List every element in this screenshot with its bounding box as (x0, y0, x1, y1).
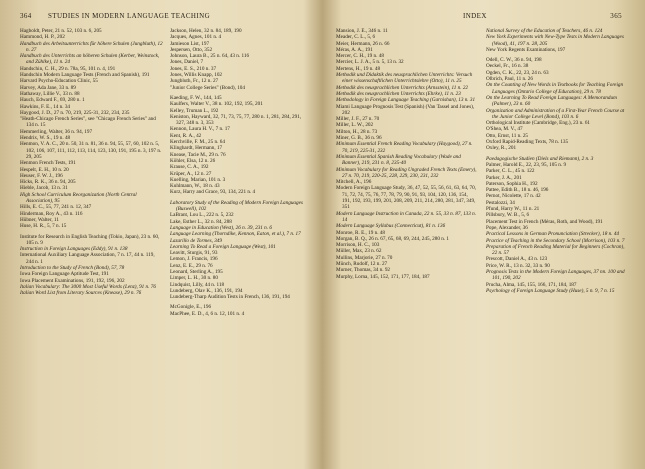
index-entry: New York Regents Examinations, 197 (486, 46, 566, 53)
index-entry: Practical Lessons in German Pronunciation (Strecker), 18 n. 44 (486, 231, 620, 238)
index-entry: Hathaway, Lillie V., 33 n. 88 (20, 90, 80, 97)
index-entry: Orthological Institute (Cambridge, Eng.), 23 n. 61 (486, 120, 591, 127)
index-entry: Placement Test in French (Méras, Roth, and Wood), 191 (486, 218, 603, 225)
index-entry: Prucha, Alma, 145, 155, 166, 171, 184, 187 (486, 281, 577, 288)
index-entry: Psychology of Foreign Language Study (Huse), 5 n. 9, 7 n. 15 (486, 287, 615, 294)
index-entry: Hagboldt, Peter, 21 n. 52, 103 n. 6, 205 (20, 28, 102, 34)
index-entry: Hawkins, F. E., 14 n. 34 (20, 103, 71, 110)
index-entry: Price, W. R., 13 n. 32, 33 n. 90 (486, 262, 550, 269)
index-entry: Hübner, Walter, 11 (20, 216, 59, 223)
index-entry: Harvey, Ada Jane, 33 n. 89 (20, 84, 76, 91)
index-entry: Leavitt, Sturgis, 91, 93 (170, 250, 218, 257)
index-entry: Monroe, R. E., 19 n. 48 (336, 229, 385, 236)
index-entry: Mercier, L. J. A., 5 n. 5, 13 n. 32 (336, 59, 404, 66)
index-entry: Heuser, F. W. J., 196 (20, 172, 63, 179)
index-entry: Minimum Essential French Reading Vocabulary (Haygood), 27 n. 70, 219, 225-31, 232 (336, 141, 473, 154)
index-entry: Hammond, H. P., 202 (20, 34, 65, 41)
left-page-number: 364 (20, 12, 32, 20)
index-entry: On the Learning To Read Foreign Languages: A Memorandum (Palmer), 23 n. 60 (486, 94, 617, 108)
index-entry: Organization and Administration of a First-Year French Course at the Junior College Level (Bond), 103 n. 6 (486, 107, 625, 120)
index-entry: Minimum Vocabulary for Reading Ungraded French Texts (Emery), 27 n. 70, 219, 220-25, 228, 229, 230, 231, 232 (336, 166, 477, 179)
index-entry: Méras, A. A., 191 (336, 46, 373, 53)
index-entry: Lenz, E. E., 29 n. 76 (170, 262, 213, 269)
index-entry: Johnson, Laura B., 25 n. 64, 43 n. 116 (170, 53, 250, 60)
left-running-title: STUDIES IN MODERN LANGUAGE TEACHING (48, 12, 211, 20)
index-entry: Haygood, J. D., 27 n. 70, 219, 225-31, 232, 234, 235 (20, 109, 130, 116)
index-entry: Modern Language Instruction in Canada, 22 n. 55, 33 n. 87, 133 n. 14 (336, 210, 477, 223)
left-column-1 (20, 28, 163, 296)
index-entry: Oxley, R., 201 (486, 145, 517, 152)
index-entry: Hicks, R. K., 36 n. 94, 205 (20, 179, 76, 186)
index-entry: Italian Word List from Literary Sources (Knease), 29 n. 76 (20, 290, 142, 297)
index-entry: Pope, Alexander, 36 (486, 224, 528, 231)
index-entry: International Auxiliary Language Association, 7 n. 17, 44 n. 119, 244 n. 1 (20, 252, 155, 265)
index-entry: Kelley, Truman L., 192 (170, 107, 219, 114)
index-entry: Handbuch des Unterrichts an höheren Schulen (Kerber, Weinstock, and Zühlke), 11 n. 24 (20, 53, 160, 66)
index-entry: Miller, L. W., 202 (336, 122, 374, 129)
index-entry: Handschin, C. H., 29 n. 78a, 95, 101 n. 4, 191 (20, 65, 116, 72)
index-entry: McGonigle, E., 196 (170, 304, 212, 311)
index-entry: MacPhee, E. D., 4, 6 n. 12, 101 n. 4 (170, 310, 245, 317)
index-entry: Pestalozzi, 34 (486, 199, 515, 206)
index-entry: Hinderman, Roy A., 43 n. 116 (20, 210, 83, 217)
index-entry: Miller, J. F., 27 n. 70 (336, 116, 380, 123)
right-running-title: INDEX (463, 12, 487, 20)
index-entry: Otto, Ernst, 11 n. 25 (486, 132, 529, 139)
index-entry: Krüper, A., 12 n. 27 (170, 170, 212, 177)
index-entry: Methodik des neusprachlichen Unterrichts (Ehrke), 11 n. 23 (336, 90, 461, 97)
index-entry: Kuelling, Marian, 101 n. 3 (170, 176, 226, 183)
index-entry: Pfund, Harry W., 11 n. 21 (486, 206, 540, 213)
index-entry: Keniston, Hayward, 32, 71, 73, 75, 77, 280 n. 1, 281, 284, 291, 327, 348 n. 3, 353 (170, 113, 302, 127)
index-entry: Münch, Rudolf, 12 n. 27 (336, 260, 388, 267)
index-entry: Kurz, Harry and Grace, 93, 134, 221 n. 4 (170, 189, 256, 196)
index-entry: Jungbluth, Fr., 12 n. 27 (170, 78, 219, 85)
right-page-number: 365 (610, 12, 622, 20)
index-entry: Methodik des neusprachlichen Unterrichts (Arnsstein), 11 n. 22 (336, 84, 469, 91)
index-entry: Lindquist, Lilly, 44 n. 118 (170, 281, 225, 288)
index-entry: Parker, J. A., 201 (486, 174, 522, 181)
index-entry: Mullins, Marjorie, 27 n. 70 (336, 254, 393, 261)
index-entry: Pillsbury, W. B., 5, 6 (486, 212, 530, 219)
index-entry: Pattee, Edith B., 18 n. 46, 196 (486, 187, 549, 194)
index-entry: Language Learning (Thorndike, Kennon, Eaton, et al.), 7 n. 17 (170, 231, 301, 238)
index-entry: National Survey of the Education of Teachers, 46 n. 124 (486, 28, 603, 34)
index-entry: Mitchell, A., 196 (336, 179, 372, 186)
index-entry: Jones, E. S., 210 n. 37 (170, 65, 217, 72)
index-entry: Paedagogische Studien (Diels and Riemann), 2 n. 3 (486, 155, 594, 162)
index-entry: Odell, C. W., 36 n. 94, 198 (486, 57, 542, 64)
index-entry: Institute for Research in English Teaching (Tokio, Japan), 23 n. 60, 105 n. 9 (20, 233, 160, 246)
index-entry: Kaulfers, Walter V., 38 n. 102, 192, 195, 201 (170, 101, 263, 108)
index-entry: Köhler, Elsa, 12 n. 26 (170, 157, 216, 164)
index-entry: Prognosis Tests in the Modern Foreign Languages, 37 nn. 100 and 101, 190, 202 (486, 268, 625, 282)
index-entry: Hieble, Jacob, 13 n. 31 (20, 185, 68, 192)
index-entry: Miami Language Prognosis Test (Spanish) (Van Tassel and Jones), 202 (336, 103, 475, 116)
index-entry: Minimum Essential Spanish Reading Vocabulary (Wade and Banner), 219, 231 n. 8, 235-40 (336, 153, 461, 167)
index-entry: Murphy, Lorna, 145, 152, 171, 177, 184, 187 (336, 273, 430, 280)
right-running-header (330, 10, 632, 22)
index-entry: Jones, Willis Knapp, 102 (170, 72, 223, 79)
index-entry: Paterson, Sophia H., 192 (486, 180, 538, 187)
index-entry: Klinghardt, Hermann, 17 (170, 145, 223, 152)
right-column-1 (336, 28, 478, 280)
index-entry: Henmon, V. A. C., 20 n. 50, 31 n. 81, 36 n. 94, 55, 57, 60, 102 n. 5, 102, 106, 107, 111, 112, 113, 114, 123, 130, 191, 195 n. 3, 197 n. 29, 205 (20, 141, 162, 160)
index-entry: Hemmerling, Walter, 36 n. 94, 197 (20, 128, 93, 135)
index-entry: Murner, Thomas, 34 n. 92 (336, 267, 391, 274)
index-entry: Pernot, Nicolette, 17 n. 42 (486, 193, 541, 200)
index-entry: On the Counting of New Words in Textbooks for Teaching Foreign Languages (Ontario College of Education), 29 n. 78 (486, 82, 624, 95)
index-entry: Hendrix, W. S., 19 n. 48 (20, 135, 71, 142)
index-entry: Introduction to the Study of French (Bond), 57, 78 (20, 264, 125, 271)
index-entry: Palmer, Harold E., 22, 23, 95, 105 n. 9 (486, 161, 567, 168)
index-entry: Methodik und Didaktik des neusprachlichen Unterrichts: Versuch einer wissenschaftlichen Unterrichtslehre (Otto), 11 n. 25 (336, 72, 473, 85)
index-entry: Krause, C. A., 192 (170, 164, 209, 171)
right-column-2 (486, 28, 628, 294)
index-entry: Morgan, B. Q., 26 n. 67, 65, 68, 69, 244, 245, 280 n. 1 (336, 235, 450, 242)
index-entry: Italian Vocabulary: The 3000 Most Useful Words (Lenz), 91 n. 76 (20, 283, 156, 290)
index-entry: Knease, Tacie M., 29 n. 76 (170, 151, 226, 158)
index-entry: Jackson, Helen, 32 n. 84, 189, 190 (170, 28, 242, 34)
index-entry: High School Curriculum Reorganization (North Central Association), 95 (20, 191, 137, 205)
index-entry: Hauch, Edward F., 69, 280 n. 1 (20, 97, 85, 104)
index-entry: Henmon French Tests, 191 (20, 160, 76, 167)
index-entry: Language in Education (West), 26 n. 39, 231 n. 6 (170, 224, 272, 231)
index-entry: Meier, Hermann, 26 n. 66 (336, 40, 390, 47)
index-entry: Lundeberg-Tharp Audition Tests in French, 136, 191, 194 (170, 294, 290, 301)
index-entry: Lake, Esther L., 32 n. 84, 288 (170, 218, 232, 225)
index-entry: Olbrich, Paul, 11 n. 26 (486, 76, 533, 83)
index-entry: Lemon, J. Francis, 196 (170, 256, 218, 263)
index-entry: Lundeberg, Olav K., 136, 191, 194 (170, 287, 243, 294)
index-entry: Milton, H., 28 n. 73 (336, 128, 378, 135)
index-entry: Huse, H. R., 5, 7 n. 15 (20, 223, 67, 230)
index-entry: Jones, Daniel, 7 (170, 59, 204, 66)
index-entry: Hills, E. C., 55, 77, 241 n. 12, 347 (20, 204, 92, 211)
index-entry: Jamieson List, 197 (170, 40, 210, 47)
index-entry: Kuhlmann, W., 18 n. 43 (170, 183, 220, 190)
index-entry: Practice of Teaching in the Secondary School (Morrison), 103 n. 7 (486, 237, 625, 244)
index-entry: Oeckel, Fr., 16 n. 38 (486, 63, 529, 70)
index-entry: Ogden, C. K., 22, 23, 24 n. 63 (486, 69, 549, 76)
index-entry: Jacques, Agnes, 101 n. 4 (170, 34, 222, 41)
index-entry: Handbuch des Arbeitsunterrichts für höhere Schulen (Jungbluth), 12 n. 27 (20, 40, 163, 53)
index-entry: Handschin Modern Language Tests (French and Spanish), 191 (20, 72, 150, 79)
left-column-2 (170, 28, 310, 317)
left-running-header (14, 10, 314, 22)
index-entry: Leonard, Sterling A., 195 (170, 268, 223, 275)
index-entry: Modern Foreign Language Study, 36, 47, 52, 55, 56, 61, 63, 64, 70, 71, 72, 74, 75, 76, 77, 78, 79, 90, 91, 93, 104, 120, 136, 154, 191, 192, 193, 199, 201, 208, 209, 211, 214, 280, 281, 347, 349, 351 (336, 185, 477, 211)
index-entry: O'Shea, M. V., 47 (486, 126, 523, 133)
index-entry: Mansion, J. E., 346 n. 11 (336, 28, 388, 34)
index-entry: Mercer, C. H., 19 n. 48 (336, 53, 384, 60)
index-entry: Learning To Read a Foreign Language (West), 101 (170, 243, 276, 250)
index-entry: Laboratory Study of the Reading of Modern Foreign Languages (Buswell), 102 (170, 199, 303, 213)
index-entry: Kerchville, F. M., 25 n. 64 (170, 139, 225, 146)
index-entry: "Heath-Chicago French Series", see "Chicago French Series" and 134 n. 15 (20, 116, 156, 129)
index-entry: Prescott, Daniel A., 43 n. 123 (486, 256, 548, 263)
index-entry: Kent, R. A., 42 (170, 132, 202, 139)
index-entry: Harvard Psycho-Education Clinic, 55 (20, 78, 98, 85)
index-entry: Morrison, H. C., 103 (336, 242, 380, 249)
index-entry: New York Experiments with New-Type Tests in Modern Languages (Wood), 41, 197 n. 28, 205 (486, 34, 624, 47)
right-page (330, 10, 632, 465)
left-page (14, 10, 314, 465)
index-entry: Miner, G. B., 36 n. 96 (336, 135, 382, 142)
index-entry: Instruction in Foreign Languages (Eddy), 91 n. 138 (20, 246, 128, 253)
index-entry: Parker, C. L., 45 n. 122 (486, 168, 535, 175)
index-entry: Oxford Rapid-Reading Texts, 78 n. 135 (486, 139, 569, 146)
index-entry: Kennon, Laura H. V., 7 n. 17 (170, 126, 230, 133)
index-entry: Hespelt, E. H., 10 n. 20 (20, 166, 69, 173)
index-entry: Modern Language Syllabus (Connecticut), 81 n. 136 (336, 223, 446, 230)
index-entry: Limper, L. H., 30 n. 80 (170, 275, 218, 282)
index-entry: Meader, C. L., 5, 6 (336, 34, 376, 41)
index-entry: Mertens, H., 19 n. 48 (336, 65, 381, 72)
index-entry: Iowa Foreign Language Aptitude Test, 191 (20, 271, 109, 278)
index-entry: Jespersen, Otto, 352 (170, 46, 213, 53)
index-entry: "Junior College Series" (Bond), 104 (170, 84, 245, 91)
index-entry: LaBrant, Lou L., 222 n. 5, 232 (170, 212, 234, 219)
index-entry: Preparation of French Reading Material for Beginners (Cochran), 22 n. 57 (486, 243, 625, 257)
index-entry: Lazarillo de Tormes, 349 (170, 237, 222, 244)
index-entry: Kaeding, F. W., 144, 145 (170, 94, 222, 101)
index-entry: Müller, Max, 23 n. 62 (336, 248, 382, 255)
index-entry: Iowa Placement Examinations, 191, 192, 196, 202 (20, 277, 125, 284)
index-entry: Methodology in Foreign Language Teaching (Garnishan), 13 n. 31 (336, 97, 476, 104)
